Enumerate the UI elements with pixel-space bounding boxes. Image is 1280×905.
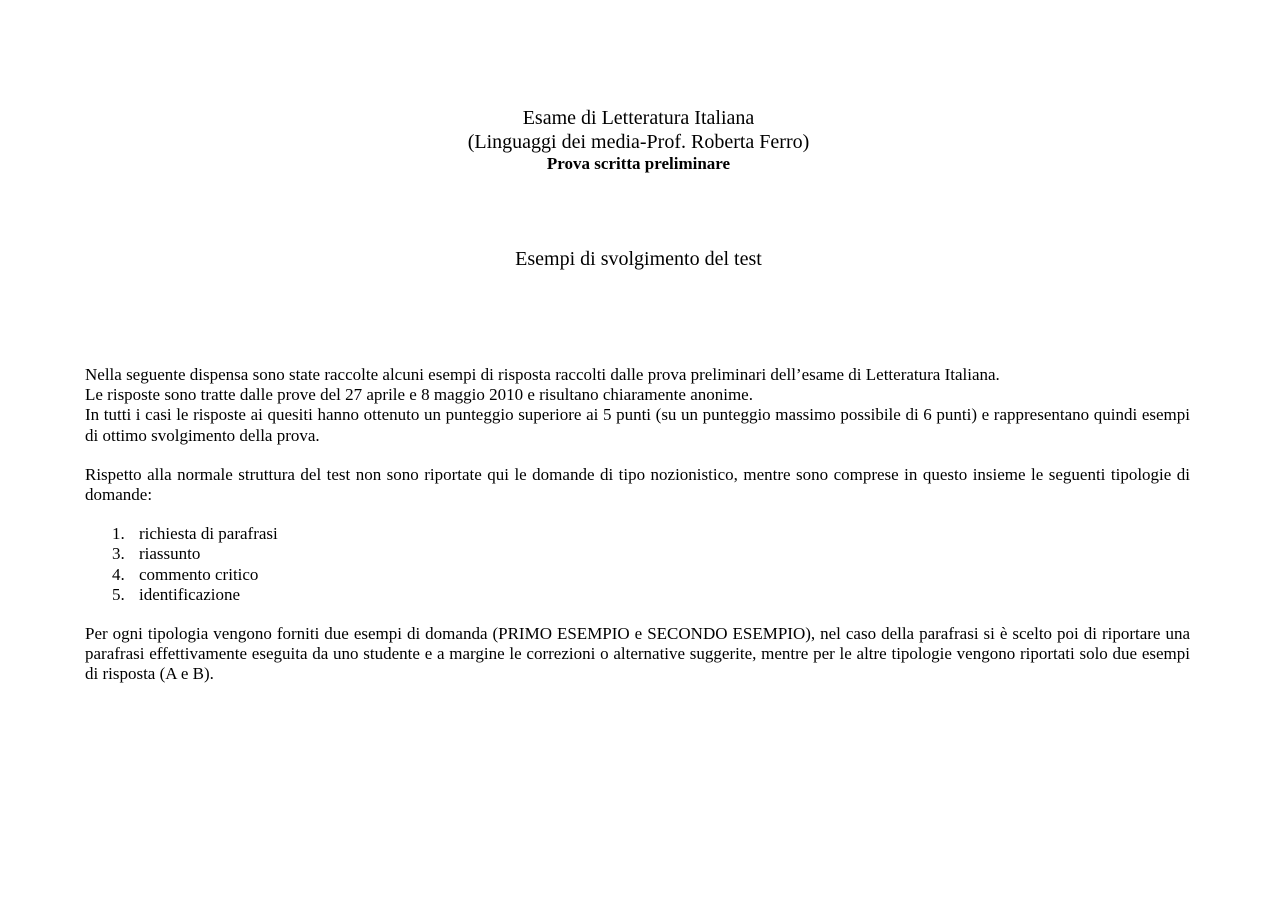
list-item (85, 565, 1190, 585)
list-item (85, 524, 1190, 544)
list-item-number: 5. (112, 584, 125, 604)
list-item-label: richiesta di parafrasi (139, 524, 278, 544)
list-item-number: 3. (112, 544, 125, 564)
list-item (85, 585, 1190, 605)
body-text (85, 365, 1190, 685)
list-item-label: commento critico (139, 564, 259, 584)
structure-paragraph: Rispetto alla normale struttura del test non sono riportate qui le domande di tipo nozionistico, mentre sono comprese in questo insieme le seguenti tipologie di domande: (85, 464, 1190, 505)
closing-paragraph: Per ogni tipologia vengono forniti due esempi di domanda (PRIMO ESEMPIO e SECONDO ESEMPIO), nel caso della parafrasi si è scelto poi di riportare una parafrasi effettivamente eseguita da uno studente e a margine le correzioni o alternative suggerite, mentre per le altre tipologie vengono riportati solo due esempi di risposta (A e B). (85, 624, 1190, 684)
exam-type-heading: Prova scritta preliminare (546, 154, 731, 173)
list-item-number: 1. (112, 524, 125, 544)
list-item-label: identificazione (139, 584, 241, 604)
list-item-label: riassunto (139, 544, 201, 564)
list-item (85, 544, 1190, 564)
intro-line-2: Le risposte sono tratte dalle prove del 27 aprile e 8 maggio 2010 e risultano chiaramente anonime. (85, 385, 753, 405)
paragraph-spacer (85, 446, 1190, 465)
intro-line-1: Nella seguente dispensa sono state raccolte alcuni esempi di risposta raccolti dalle prova preliminari dell’esame di Letteratura Italiana. (85, 365, 1000, 384)
paragraph-spacer (85, 505, 1190, 524)
question-types-list (85, 524, 1190, 605)
intro-line-3: In tutti i casi le risposte ai quesiti hanno ottenuto un punteggio superiore ai 5 punti (su un punteggio massimo possibile di 6 punti) e rappresentano quindi esempi di ottimo svolgimento della prova. (85, 405, 1190, 445)
title-block (0, 106, 1277, 173)
course-subtitle: (Linguaggi dei media-Prof. Roberta Ferro) (467, 131, 810, 153)
document-title: Esame di Letteratura Italiana (522, 107, 755, 129)
list-item-number: 4. (112, 564, 125, 584)
section-heading: Esempi di svolgimento del test (515, 248, 762, 270)
paragraph-spacer (85, 605, 1190, 624)
